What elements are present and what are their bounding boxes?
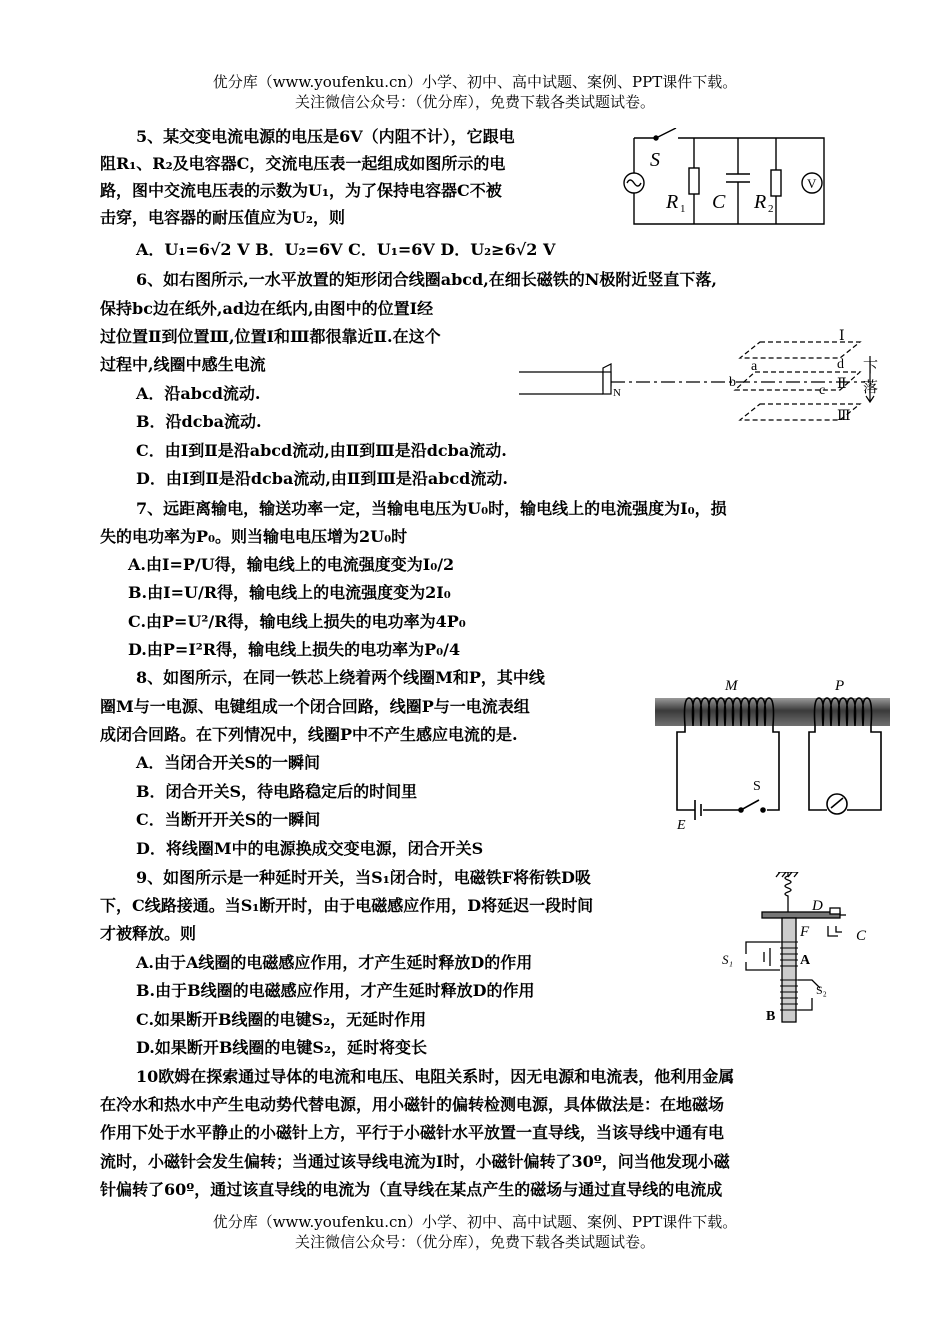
q5-fig-c-label: C: [712, 191, 726, 213]
q7-option-c: C.由P=U²/R得，输电线上损失的电功率为4P₀: [128, 612, 466, 631]
q7-line-1: 7、远距离输电，输送功率一定，当输电电压为U₀时，输电线上的电流强度为I₀，损: [136, 499, 727, 518]
q6-fig-d-label: d: [837, 357, 844, 372]
q6-fig-c-label: c: [819, 383, 826, 398]
q6-option-a: A．沿abcd流动.: [136, 384, 261, 403]
q5-fig-r2-label: R: [754, 191, 767, 213]
q5-fig-v-label: V: [807, 176, 817, 191]
q9-option-c: C.如果断开B线圈的电键S₂，无延时作用: [136, 1010, 427, 1029]
q5-line-2: 阻R₁、R₂及电容器C，交流电压表一起组成如图所示的电: [100, 154, 506, 173]
q9-fig-c-label: C: [856, 928, 867, 944]
q6-option-c: C．由Ⅰ到Ⅱ是沿abcd流动,由Ⅱ到Ⅲ是沿dcba流动.: [136, 441, 507, 460]
q5-fig-r1-label: R: [666, 191, 679, 213]
q9-line-1: 9、如图所示是一种延时开关，当S₁闭合时，电磁铁F将衔铁D吸: [136, 868, 591, 887]
q9-delay-switch-diagram: [722, 872, 872, 1024]
q8-line-2: 圈M与一电源、电键组成一个闭合回路，线圈P与一电流表组: [100, 697, 530, 716]
q8-fig-p-label: P: [835, 678, 845, 694]
q9-line-2: 下，C线路接通。当S₁断开时，由于电磁感应作用，D将延迟一段时间: [100, 896, 594, 915]
q10-line-1: 10欧姆在探索通过导体的电流和电压、电阻关系时，因无电源和电流表，他利用金属: [136, 1067, 735, 1086]
q6-line-2: 保持bc边在纸外,ad边在纸内,由图中的位置Ⅰ经: [100, 299, 434, 318]
q6-fig-pos3-label: Ⅲ: [837, 409, 851, 424]
q6-magnet-coil-diagram: [515, 328, 890, 428]
q6-fig-fall-label-1: 下: [863, 360, 879, 376]
q9-fig-d-label: D: [812, 898, 823, 914]
q5-fig-s-label: S: [650, 149, 660, 171]
q6-line-4: 过程中,线圈中感生电流: [100, 355, 266, 374]
q6-option-b: B．沿dcba流动.: [136, 412, 262, 431]
q6-line-1: 6、如右图所示,一水平放置的矩形闭合线圈abcd,在细长磁铁的N极附近竖直下落,: [136, 270, 717, 289]
q6-line-3: 过位置Ⅱ到位置Ⅲ,位置Ⅰ和Ⅲ都很靠近Ⅱ.在这个: [100, 327, 441, 346]
q8-option-b: B．闭合开关S，待电路稳定后的时间里: [136, 782, 418, 801]
q6-fig-a-label: a: [751, 359, 758, 374]
q5-line-1: 5、某交变电流电源的电压是6V（内阻不计），它跟电: [136, 127, 515, 146]
q8-fig-s-label: S: [753, 779, 761, 794]
header-line-2: 关注微信公众号：（优分库），免费下载各类试题试卷。: [294, 93, 655, 111]
q10-line-2: 在冷水和热水中产生电动势代替电源，用小磁针的偏转检测电源，具体做法是：在地磁场: [100, 1095, 725, 1114]
q5-line-4: 击穿，电容器的耐压值应为U₂，则: [100, 208, 345, 227]
q6-fig-fall-label-2: 落: [863, 380, 879, 396]
q9-fig-f-label: F: [800, 924, 810, 940]
q9-option-a: A.由于A线圈的电磁感应作用，才产生延时释放D的作用: [136, 953, 533, 972]
q9-fig-a-label: A: [800, 953, 811, 968]
q9-line-3: 才被释放。则: [100, 924, 197, 943]
q5-fig-r1-sub: 1: [680, 203, 686, 215]
q5-options: A．U₁=6√2 V B．U₂=6V C．U₁=6V D．U₂≥6√2 V: [136, 240, 556, 259]
q9-option-b: B.由于B线圈的电磁感应作用，才产生延时释放D的作用: [136, 981, 535, 1000]
q8-fig-m-label: M: [725, 678, 738, 694]
q5-fig-r2-sub: 2: [768, 203, 774, 215]
q6-option-d: D．由Ⅰ到Ⅱ是沿dcba流动,由Ⅱ到Ⅲ是沿abcd流动.: [136, 469, 508, 488]
q8-line-3: 成闭合回路。在下列情况中，线圈P中不产生感应电流的是.: [100, 725, 518, 744]
q7-option-b: B.由I=U/R得，输电线上的电流强度变为2I₀: [128, 583, 451, 602]
q7-option-a: A.由I=P/U得，输电线上的电流强度变为I₀/2: [128, 555, 455, 574]
q9-fig-s2-label: S₂: [816, 983, 827, 997]
q5-line-3: 路，图中交流电压表的示数为U₁，为了保持电容器C不被: [100, 181, 502, 200]
q6-fig-pos2-label: Ⅱ: [837, 377, 847, 392]
q8-option-c: C．当断开开关S的一瞬间: [136, 810, 321, 829]
q10-line-3: 作用下处于水平静止的小磁针上方，平行于小磁针水平放置一直导线，当该导线中通有电: [100, 1123, 725, 1142]
q8-fig-e-label: E: [677, 818, 686, 832]
q8-option-d: D．将线圈M中的电源换成交变电源，闭合开关S: [136, 839, 484, 858]
q6-fig-b-label: b: [729, 375, 736, 390]
q9-fig-s1-label: S₁: [722, 952, 734, 967]
q9-fig-b-label: B: [766, 1009, 776, 1024]
q8-line-1: 8、如图所示，在同一铁芯上绕着两个线圈M和P，其中线: [136, 668, 545, 687]
q8-option-a: A．当闭合开关S的一瞬间: [136, 753, 320, 772]
q9-option-d: D.如果断开B线圈的电键S₂，延时将变长: [136, 1038, 427, 1057]
q7-line-2: 失的电功率为P₀。则当输电电压增为2U₀时: [100, 527, 408, 546]
q10-line-4: 流时，小磁针会发生偏转；当通过该导线电流为I时，小磁针偏转了30º，问当他发现小磁: [100, 1152, 730, 1171]
q6-fig-n-label: N: [613, 387, 621, 399]
q8-iron-core-coils-diagram: [655, 672, 890, 832]
header-line-1: 优分库（www.youfenku.cn）小学、初中、高中试题、案例、PPT课件下载。: [212, 73, 738, 91]
footer-line-1: 优分库（www.youfenku.cn）小学、初中、高中试题、案例、PPT课件下载。: [212, 1213, 738, 1231]
q10-line-5: 针偏转了60º，通过该直导线的电流为（直导线在某点产生的磁场与通过直导线的电流成: [100, 1180, 723, 1199]
q6-fig-pos1-label: Ⅰ: [839, 329, 845, 344]
q5-circuit-diagram: [616, 128, 836, 238]
q7-option-d: D.由P=I²R得，输电线上损失的电功率为P₀/4: [128, 640, 461, 659]
footer-line-2: 关注微信公众号：（优分库），免费下载各类试题试卷。: [294, 1233, 655, 1251]
